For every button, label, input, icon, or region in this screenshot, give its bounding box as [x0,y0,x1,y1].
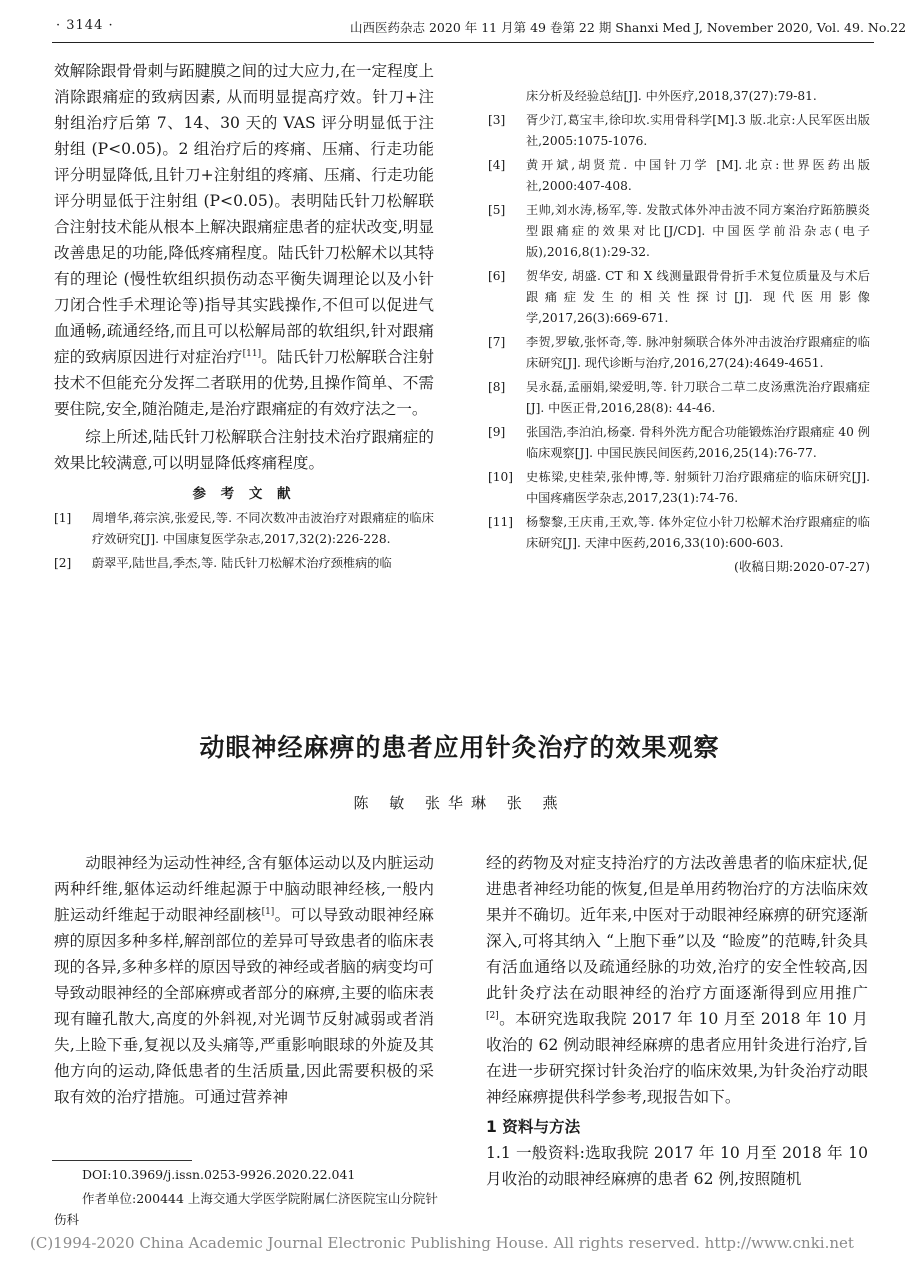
citation-sup: [11] [242,348,262,359]
article-left-column [54,850,434,1110]
reference-item: [6] 贺华安, 胡盛. CT 和 X 线测量跟骨骨折手术复位质量及与术后跟痛症发生的相关性探讨[J]. 现代医用影像学,2017,26(3):669-671. [488,269,870,325]
prev-article-left-column [54,58,434,577]
reference-item: [10] 史栋梁,史桂荣,张仲博,等. 射频针刀治疗跟痛症的临床研究[J]. 中国疼痛医学杂志,2017,23(1):74-76. [488,470,870,505]
section-heading-1: 1 资料与方法 [486,1118,581,1136]
references-title: 参 考 文 献 [192,486,296,502]
reference-item: [3] 胥少汀,葛宝丰,徐印坎.实用骨科学[M].3 版.北京:人民军医出版社,2005:1075-1076. [488,113,870,148]
doi-footnote: DOI:10.3969/j.issn.0253-9926.2020.22.041 [82,1167,356,1182]
reference-item: [9] 张国浩,李泊泊,杨豪. 骨科外洗方配合功能锻炼治疗跟痛症 40 例临床观察[J]. 中国民族民间医药,2016,25(14):76-77. [488,425,870,460]
reference-item: [8] 吴永磊,孟丽娟,梁爱明,等. 针刀联合二草二皮汤熏洗治疗跟痛症[J]. 中医正骨,2016,28(8): 44-46. [488,380,870,415]
intro-paragraph-right: 经的药物及对症支持治疗的方法改善患者的临床症状,促进患者神经功能的恢复,但是单用药物治疗的方法临床效果并不确切。近年来,中医对于动眼神经麻痹的研究逐渐深入,可将其纳入 “上胞下垂”以及 “睑废”的范畴,针灸具有活血通络以及疏通经脉的功效,治疗的安全性较高,因此针灸疗法在动眼神经的治疗方面逐渐得到应用推广[2]。本研究选取我院 2017 年 10 月至 2018 年 10 月收治的 62 例动眼神经麻痹的患者应用针灸进行治疗,旨在进一步研究探讨针灸治疗的临床效果,为针灸治疗动眼神经麻痹提供科学参考,现报告如下。 [486,854,868,1106]
header-rule [52,42,874,43]
article-right-column [486,850,868,1192]
affiliation-footnote: 作者单位:200444 上海交通大学医学院附属仁济医院宝山分院针伤科 [54,1191,438,1227]
reference-item: [4] 黄开斌,胡贤荒. 中国针刀学 [M].北京:世界医药出版社,2000:407-408. [488,158,870,193]
article-title: 动眼神经麻痹的患者应用针灸治疗的效果观察 [199,733,720,762]
page-number: · 3144 · [56,18,114,33]
intro-paragraph-left: 动眼神经为运动性神经,含有躯体运动以及内脏运动两种纤维,躯体运动纤维起源于中脑动眼神经核,一般内脏运动纤维起于动眼神经副核[1]。可以导致动眼神经麻痹的原因多种多样,解剖部位的差异可导致患者的临床表现的各异,多种多样的原因导致的神经或者脑的病变均可导致动眼神经的全部麻痹或者部分的麻痹,主要的临床表现有瞳孔散大,高度的外斜视,对光调节反射减弱或者消失,上睑下垂,复视以及头痛等,严重影响眼球的外旋及其他方向的运动,降低患者的生活质量,因此需要积极的采取有效的治疗措施。可通过营养神 [54,854,434,1106]
reference-item: [5] 王帅,刘水涛,杨军,等. 发散式体外冲击波不同方案治疗跖筋膜炎型跟痛症的效果对比[J/CD]. 中国医学前沿杂志(电子版),2016,8(1):29-32. [488,203,870,259]
reference-item: [2] 蔚翠平,陆世昌,季杰,等. 陆氏针刀松解术治疗颈椎病的临 [54,556,392,570]
reference-item: [11] 杨黎黎,王庆甫,王欢,等. 体外定位小针刀松解术治疗跟痛症的临床研究[J]. 天津中医药,2016,33(10):600-603. [488,515,870,550]
footnote-rule [52,1160,192,1161]
prev-paragraph-2: 综上所述,陆氏针刀松解联合注射技术治疗跟痛症的效果比较满意,可以明显降低疼痛程度。 [54,428,434,472]
citation-sup: [1] [261,906,275,917]
citation-sup: [2] [486,1010,499,1021]
prev-paragraph-1: 效解除跟骨骨刺与跖腱膜之间的过大应力,在一定程度上消除跟痛症的致病因素, 从而明显提高疗效。针刀+注射组治疗后第 7、14、30 天的 VAS 评分明显低于注射组 (P<0.05)。2 组治疗后的疼痛、压痛、行走功能评分明显降低,且针刀+注射组的疼痛、压痛、行走功能评分明显低于注射组 (P<0.05)。表明陆氏针刀松解联合注射技术能从根本上解决跟痛症患者的症状改变,明显改善患足的功能,降低疼痛程度。陆氏针刀松解术以其特有的理论 (慢性软组织损伤动态平衡失调理论以及小针刀闭合性手术理论等)指导其实践操作,不但可以促进气血通畅,疏通经络,而且可以松解局部的软组织,针对跟痛症的致病原因进行对症治疗[11]。陆氏针刀松解联合注射技术不但能充分发挥二者联用的优势,且操作简单、不需要住院,安全,随治随走,是治疗跟痛症的有效疗法之一。 [54,62,434,418]
received-date: (收稿日期:2020-07-27) [733,559,870,574]
journal-header: 山西医药杂志 2020 年 11 月第 49 卷第 22 期 Shanxi Med J, November 2020, Vol. 49. No.22 [350,20,907,35]
reference-item: [7] 李贺,罗敏,张怀奇,等. 脉冲射频联合体外冲击波治疗跟痛症的临床研究[J]. 现代诊断与治疗,2016,27(24):4649-4651. [488,335,870,370]
references-left-list [54,508,434,574]
references-right-list [488,86,870,575]
article-authors: 陈 敏 张华琳 张 燕 [353,794,566,812]
section-1-1-paragraph: 1.1 一般资料:选取我院 2017 年 10 月至 2018 年 10 月收治的动眼神经麻痹的患者 62 例,按照随机 [486,1144,868,1188]
copyright-notice: (C)1994-2020 China Academic Journal Electronic Publishing House. All rights reserved. http://www.cnki.net [30,1234,854,1252]
reference-item: [1] 周增华,蒋宗滨,张爱民,等. 不同次数冲击波治疗对跟痛症的临床疗效研究[J]. 中国康复医学杂志,2017,32(2):226-228. [54,511,434,546]
reference-item: 床分析及经验总结[J]. 中外医疗,2018,37(27):79-81. [526,89,817,103]
